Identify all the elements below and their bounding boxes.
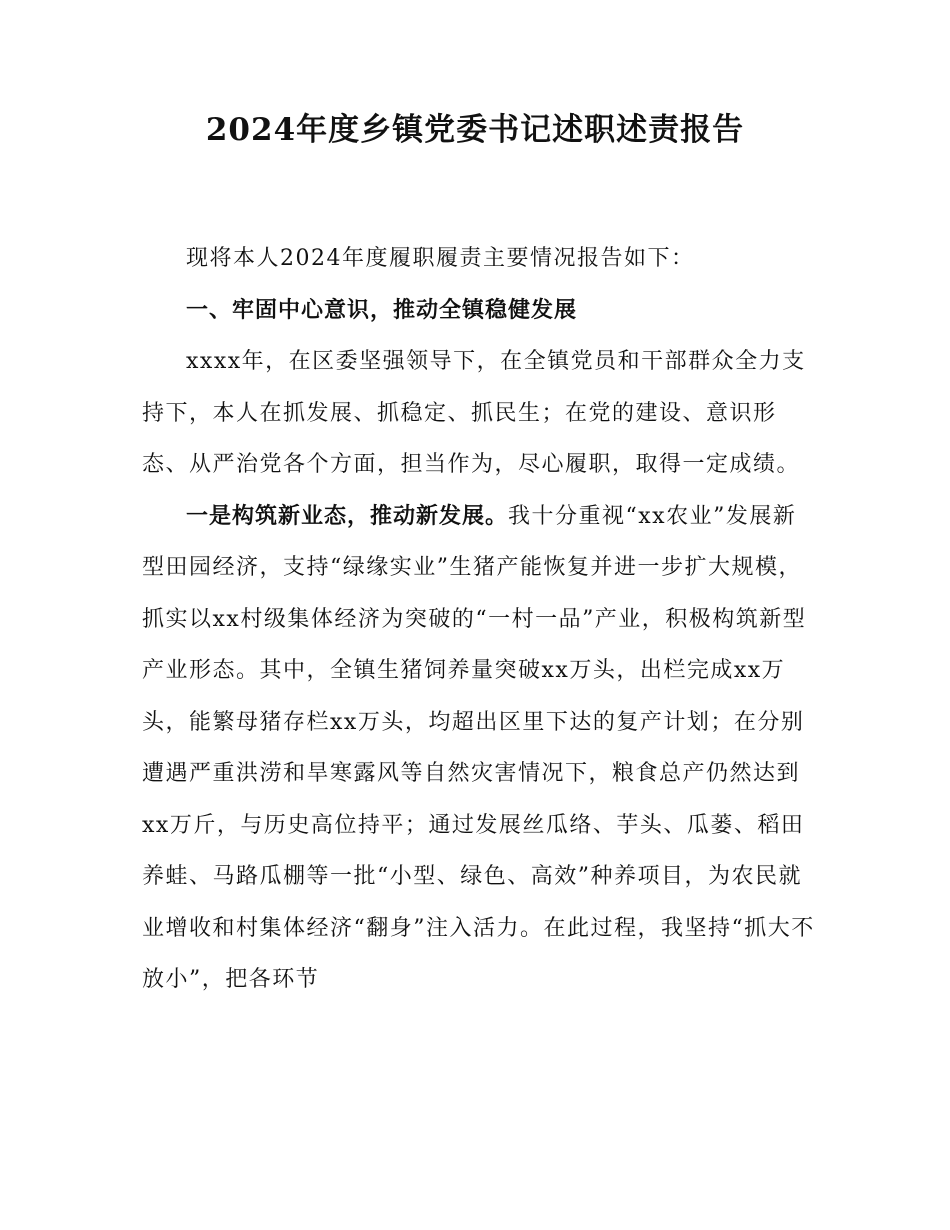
point-body: 我十分重视“xx农业”发展新型田园经济，支持“绿缘实业”生猪产能恢复并进一步扩大规模，抓实以xx村级集体经济为突破的“一村一品”产业，积极构筑新型产业形态。其中，全镇生猪饲养量突破xx万头，出栏完成xx万头，能繁母猪存栏xx万头，均超出区里下达的复产计划；在分别遭遇严重洪涝和旱寒露风等自然灾害情况下，粮食总产仍然达到xx万斤，与历史高位持平；通过发展丝瓜络、芋头、瓜蒌、稻田养蛙、马路瓜棚等一批“小型、绿色、高效”种养项目，为农民就业增收和村集体经济“翻身”注入活力。在此过程，我坚持“抓大不放小”，把各环节: [142, 503, 815, 992]
intro-paragraph: 现将本人2024年度履职履责主要情况报告如下：: [186, 246, 695, 271]
section-paragraph: xxxx年，在区委坚强领导下，在全镇党员和干部群众全力支持下，本人在抓发展、抓稳定、抓民生；在党的建设、意识形态、从严治党各个方面，担当作为，尽心履职，取得一定成绩。: [142, 349, 806, 477]
point-paragraph: [142, 491, 818, 1006]
document-body: [142, 233, 818, 1006]
document-title: 2024年度乡镇党委书记述职述责报告: [205, 112, 745, 148]
section-heading: 一、牢固中心意识，推动全镇稳健发展: [186, 297, 578, 323]
point-lead: 一是构筑新业态，推动新发展。: [186, 503, 509, 529]
